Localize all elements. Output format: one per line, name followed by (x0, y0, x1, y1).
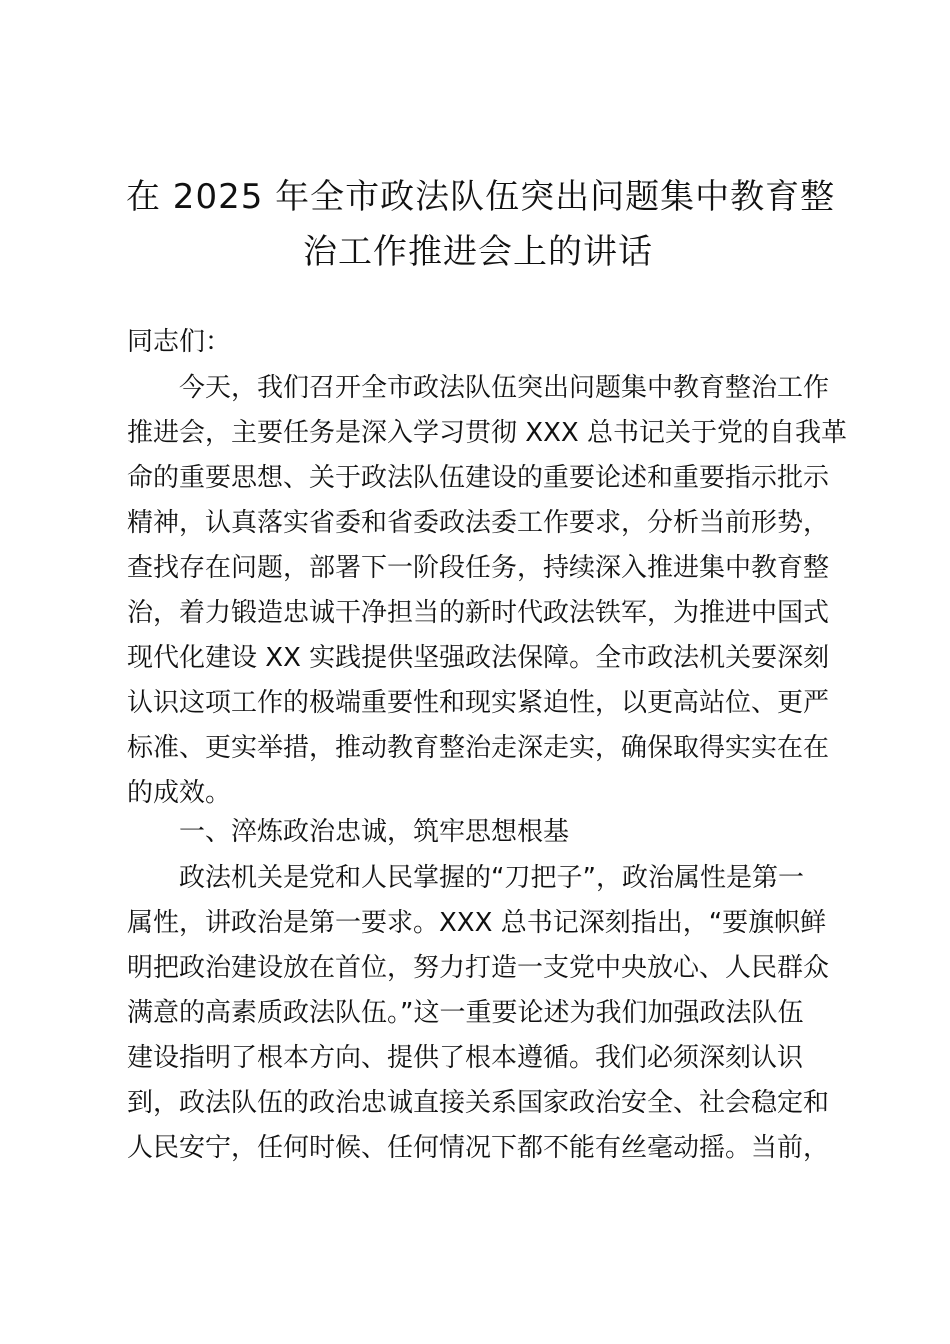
paragraph-line: 推进会，主要任务是深入学习贯彻 XXX 总书记关于党的自我革 (127, 418, 847, 448)
paragraph-line: 属性，讲政治是第一要求。XXX 总书记深刻指出，“要旗帜鲜 (127, 908, 827, 938)
paragraph-line: 精神，认真落实省委和省委政法委工作要求，分析当前形势， (127, 508, 830, 538)
paragraph-line: 建设指明了根本方向、提供了根本遵循。我们必须深刻认识 (127, 1043, 804, 1073)
paragraph-line: 查找存在问题，部署下一阶段任务，持续深入推进集中教育整 (127, 553, 830, 583)
paragraph-section1 (127, 856, 839, 1171)
paragraph-intro (127, 366, 847, 816)
paragraph-line: 认识这项工作的极端重要性和现实紧迫性，以更高站位、更严 (127, 688, 830, 718)
title-line: 在 2025 年全市政法队伍突出问题集中教育整 (126, 177, 836, 217)
salutation: 同志们： (127, 327, 232, 357)
paragraph-line: 到，政法队伍的政治忠诚直接关系国家政治安全、社会稳定和 (127, 1088, 830, 1118)
section-heading: 一、淬炼政治忠诚，筑牢思想根基 (179, 817, 570, 847)
paragraph-line: 政法机关是党和人民掌握的“刀把子”，政治属性是第一 (179, 863, 804, 893)
paragraph-line: 满意的高素质政法队伍。”这一重要论述为我们加强政法队伍 (127, 998, 804, 1028)
paragraph-line: 现代化建设 XX 实践提供坚强政法保障。全市政法机关要深刻 (127, 643, 830, 673)
paragraph-line: 人民安宁，任何时候、任何情况下都不能有丝毫动摇。当前， (127, 1133, 830, 1163)
paragraph-line: 的成效。 (127, 778, 232, 808)
paragraph-line: 命的重要思想、关于政法队伍建设的重要论述和重要指示批示 (127, 463, 830, 493)
document-title (126, 170, 836, 280)
paragraph-line: 今天，我们召开全市政法队伍突出问题集中教育整治工作 (179, 373, 830, 403)
title-line: 治工作推进会上的讲话 (303, 232, 653, 272)
paragraph-line: 标准、更实举措，推动教育整治走深走实，确保取得实实在在 (127, 733, 830, 763)
paragraph-line: 治，着力锻造忠诚干净担当的新时代政法铁军，为推进中国式 (127, 598, 830, 628)
paragraph-line: 明把政治建设放在首位，努力打造一支党中央放心、人民群众 (127, 953, 830, 983)
